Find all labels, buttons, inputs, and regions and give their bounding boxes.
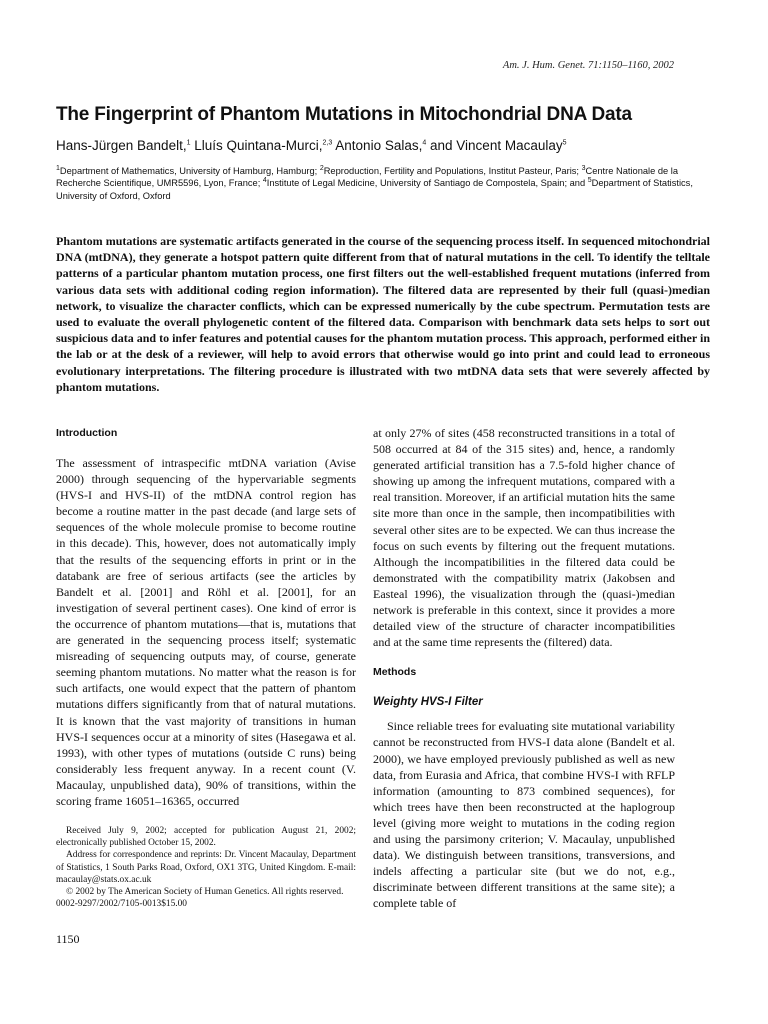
- author-affiliation-mark: 5: [562, 139, 567, 147]
- page-number: 1150: [56, 932, 80, 946]
- abstract: Phantom mutations are systematic artifacts generated in the course of the sequencing process itself. In sequenced mitochondrial DNA (mtDNA), they generate a hotspot pattern quite different from that of natural mutations in the cell. To identify the telltale patterns of a particular phantom mutation process, one first filters out the well-established frequent mutations (inferred from various data sets with additional coding region information). The filtered data are represented by their full (quasi-)median network, to visualize the character conflicts, which can be expressed numerically by the cube spectrum. Permutation tests are used to evaluate the overall phylogenetic content of the filtered data. Comparison with benchmark data sets helps to sort out suspicious data and to infer features and potential causes for the phantom mutation process. This approach, performed either in the lab or at the desk of a reviewer, will help to avoid errors that otherwise would go into print and could lead to erroneous evolutionary interpretations. The filtering procedure is illustrated with two mtDNA data sets that were severely affected by phantom mutations.: [56, 234, 710, 394]
- affiliation-mark: 5: [587, 177, 592, 185]
- methods-paragraph: Since reliable trees for evaluating site mutational variability cannot be reconstructed from HVS-I data alone (Bandelt et al. 2000), we have employed previously published as well as new data, from Eurasia and Africa, that combine HVS-I with RFLP information (amounting to 873 combined sequences), for which trees have then been reconstructed at the haplogroup level (giving more weight to mutations in the coding region and using the parsimony criterion; V. Macaulay, unpublished data). We distinguish between transitions, transversions, and indels affecting a particular site (but we do not, e.g., discriminate between different transitions at the same site); a complete table of: [373, 719, 675, 911]
- received-note: Received July 9, 2002; accepted for publication August 21, 2002; electronically published October 15, 2002.: [56, 826, 356, 849]
- author-name: Hans-Jürgen Bandelt,: [56, 138, 187, 153]
- footnotes: [56, 825, 356, 910]
- author-name: Antonio Salas,: [332, 138, 423, 153]
- section-heading-introduction: Introduction: [56, 427, 118, 439]
- journal-citation: Am. J. Hum. Genet. 71:1150–1160, 2002: [502, 60, 674, 71]
- affiliation-text: Institute of Legal Medicine, University of Santiago de Compostela, Spain; and: [266, 178, 588, 189]
- affiliation-mark: 3: [581, 164, 586, 172]
- introduction-continued: at only 27% of sites (458 reconstructed transitions in a total of 508 occurred at 84 of the 315 sites) and, hence, a randomly generated artificial transition has a 7.5-fold higher chance of showing up among the infrequent mutations, compared with a real transition. Moreover, if an artificial mutation hits the same site more than once in the sample, then incompatibilities with several other sites are to be expected. We can thus increase the focus on such events by filtering out the frequent mutations. Although the incompatibilities in the filtered data could be demonstrated with the compatibility matrix (Jakobsen and Easteal 1996), the visualization through the (quasi-)median network is preferable in this context, since it provides a more detailed view of the structure of character incompatibilities and at the same time represents the (filtered) data.: [373, 426, 675, 650]
- subsection-heading-weighty-filter: Weighty HVS-I Filter: [373, 696, 483, 709]
- correspondence-note: Address for correspondence and reprints: Dr. Vincent Macaulay, Department of Statistics, 1 South Parks Road, Oxford, OX1 3TG, United Kingdom. E-mail: macaulay@stats.ox.ac.uk: [56, 850, 356, 885]
- affiliation-text: Reproduction, Fertility and Populations, Institut Pasteur, Paris;: [323, 166, 582, 176]
- author-name: Lluís Quintana-Murci,: [190, 138, 323, 153]
- section-heading-methods: Methods: [373, 666, 417, 679]
- left-column: [56, 425, 356, 910]
- article-title: The Fingerprint of Phantom Mutations in Mitochondrial DNA Data: [56, 104, 632, 125]
- affiliation-text: Centre Nationale de la Recherche Scientifique, UMR5596, Lyon, France;: [56, 166, 679, 189]
- affiliation-text: Department of Mathematics, University of Hamburg, Hamburg;: [59, 166, 320, 176]
- author-name: and Vincent Macaulay: [426, 138, 563, 153]
- author-list: [56, 137, 716, 155]
- affiliation-mark: 1: [56, 164, 60, 172]
- author-affiliation-mark: 4: [422, 139, 427, 147]
- affiliation-text: Department of Statistics, University of Oxford, Oxford: [56, 178, 693, 201]
- right-column: [373, 425, 675, 911]
- affiliations: [56, 165, 716, 202]
- issn-note: 0002-9297/2002/7105-0013$15.00: [56, 899, 187, 910]
- copyright-note: © 2002 by The American Society of Human Genetics. All rights reserved.: [66, 887, 344, 898]
- introduction-paragraph: The assessment of intraspecific mtDNA variation (Avise 2000) through sequencing of the hypervariable segments (HVS-I and HVS-II) of the mtDNA control region has become a routine matter in the past decade (and large sets of sequences of the whole molecule promise to become routine in this decade). This, however, does not automatically imply that the results of the sequencing efforts in print or in the databank are free of serious artifacts (see the articles by Bandelt et al. [2001] and Röhl et al. [2001], for an investigation of several pertinent cases). One kind of error is the occurrence of phantom mutations—that is, mutations that are generated in the sequencing process itself; systematic misreading of sequencing outputs may, of course, generate seeming phantom mutations. No matter what the reason is for such artifacts, one would expect that the pattern of phantom mutations differs significantly from that of natural mutations. It is known that the vast majority of transitions in human HVS-I sequences occur at a minority of sites (Hasegawa et al. 1993), with other types of mutations (outside C runs) being considerably less frequent anyway. In a recent count (V. Macaulay, unpublished data), 90% of transitions, within the scoring frame 16051–16365, occurred: [56, 456, 356, 808]
- affiliation-mark: 2: [319, 164, 324, 172]
- author-affiliation-mark: 2,3: [322, 139, 333, 147]
- affiliation-mark: 4: [262, 177, 267, 185]
- author-affiliation-mark: 1: [186, 139, 191, 147]
